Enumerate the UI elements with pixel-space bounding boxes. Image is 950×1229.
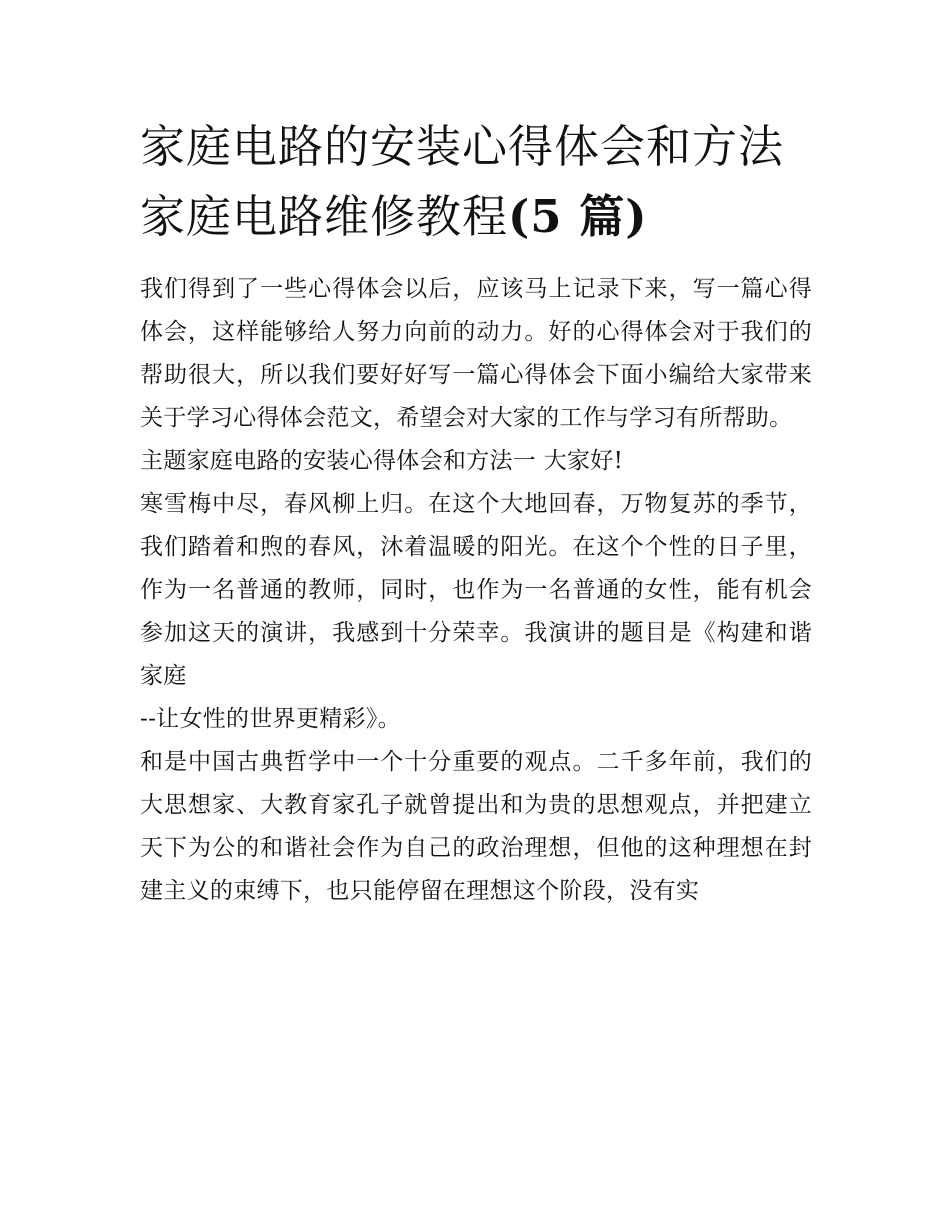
section-heading-paragraph: 主题家庭电路的安装心得体会和方法一 大家好!	[140, 448, 624, 474]
harmony-paragraph: 和是中国古典哲学中一个十分重要的观点。二千多年前，我们的大思想家、大教育家孔子就曾提出和为贵的思想观点，并把建立天下为公的和谐社会作为自己的政治理想，但他的这种理想在封建主义的束缚下，也只能停留在理想这个阶段，没有实	[140, 749, 812, 904]
intro-paragraph: 我们得到了一些心得体会以后，应该马上记录下来，写一篇心得体会，这样能够给人努力向前的动力。好的心得体会对于我们的帮助很大，所以我们要好好写一篇心得体会下面小编给大家带来关于学习心得体会范文，希望会对大家的工作与学习有所帮助。	[140, 276, 812, 431]
speech-opening-paragraph: 寒雪梅中尽，春风柳上归。在这个大地回春，万物复苏的季节，我们踏着和煦的春风，沐着温暖的阳光。在这个个性的日子里，作为一名普通的教师，同时，也作为一名普通的女性，能有机会参加这天的演讲，我感到十分荣幸。我演讲的题目是《构建和谐家庭	[140, 491, 812, 689]
title-main: 家庭电路的安装心得体会和方法 家庭电路维修教程	[140, 120, 785, 243]
speech-subtitle-paragraph: --让女性的世界更精彩》。	[140, 706, 401, 732]
title-count: (5 篇)	[508, 190, 648, 243]
document-title	[140, 112, 812, 252]
document-body	[140, 112, 812, 913]
